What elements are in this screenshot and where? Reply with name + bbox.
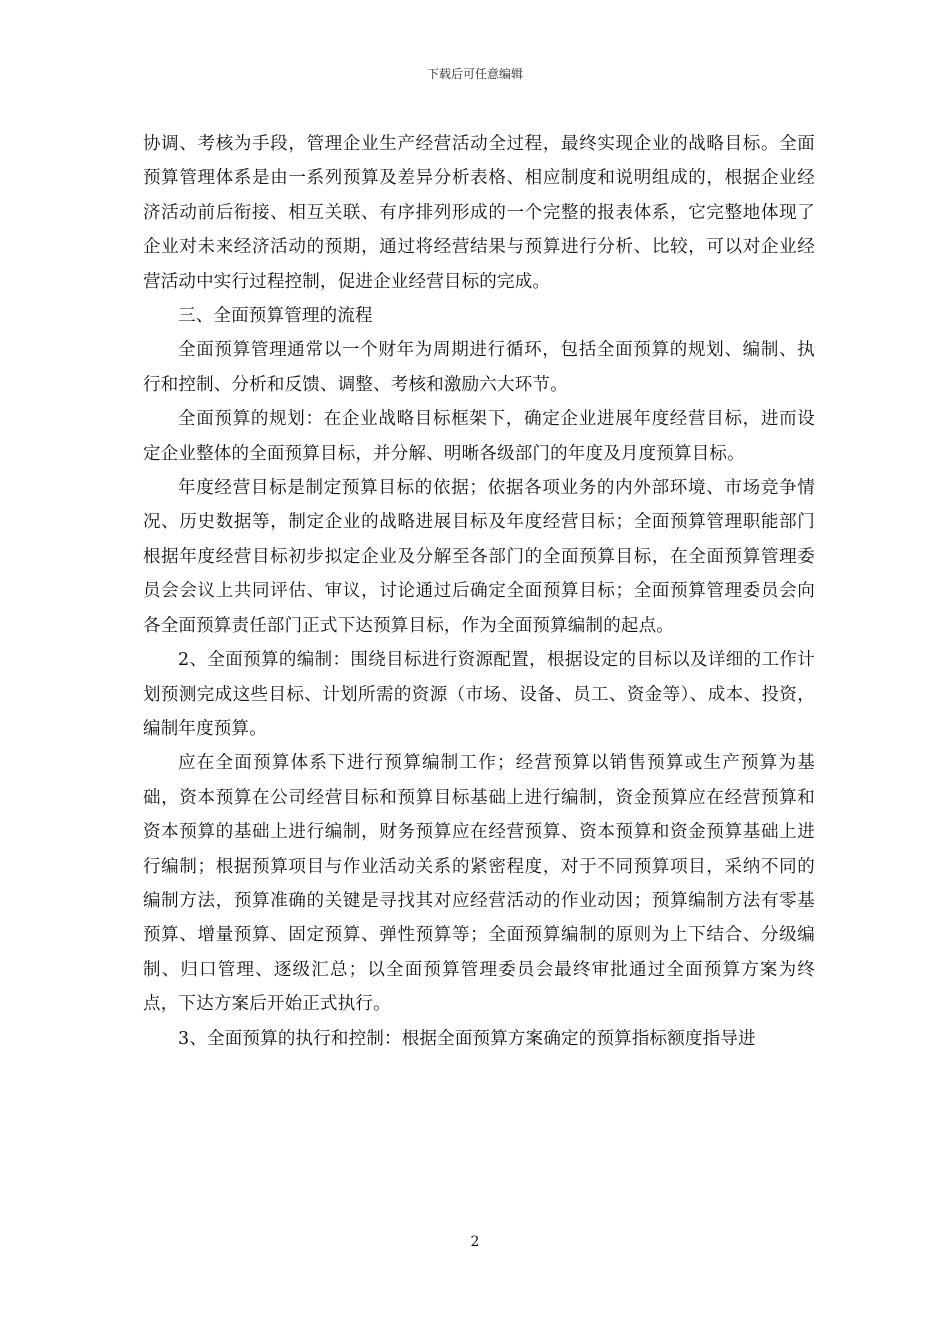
paragraph-continuation: 协调、考核为手段，管理企业生产经营活动全过程，最终实现企业的战略目标。全面预算管理体系是由一系列预算及差异分析表格、相应制度和说明组成的，根据企业经济活动前后衔接、相互关联、有序排列形成的一个完整的报表体系，它完整地体现了企业对未来经济活动的预期，通过将经营结果与预算进行分析、比较，可以对企业经营活动中实行过程控制，促进企业经营目标的完成。 xyxy=(143,134,815,292)
page-header: 下载后可任意编辑 xyxy=(426,67,523,81)
page-number: 2 xyxy=(470,1234,480,1250)
section-heading-process: 三、全面预算管理的流程 xyxy=(178,306,373,327)
paragraph-process-overview: 全面预算管理通常以一个财年为周期进行循环，包括全面预算的规划、编制、执行和控制、分析和反馈、调整、考核和激励六大环节。 xyxy=(143,340,815,395)
paragraph-budget-compilation: 2、全面预算的编制：围绕目标进行资源配置，根据设定的目标以及详细的工作计划预测完成这些目标、计划所需的资源（市场、设备、员工、资金等）、成本、投资，编制年度预算。 xyxy=(143,650,815,739)
paragraph-annual-targets: 年度经营目标是制定预算目标的依据；依据各项业务的内外部环境、市场竞争情况、历史数据等，制定企业的战略进展目标及年度经营目标；全面预算管理职能部门根据年度经营目标初步拟定企业及分解至各部门的全面预算目标，在全面预算管理委员会会议上共同评估、审议，讨论通过后确定全面预算目标；全面预算管理委员会向各全面预算责任部门正式下达预算目标，作为全面预算编制的起点。 xyxy=(143,478,815,636)
paragraph-compilation-details: 应在全面预算体系下进行预算编制工作；经营预算以销售预算或生产预算为基础，资本预算在公司经营目标和预算目标基础上进行编制，资金预算应在经营预算和资本预算的基础上进行编制，财务预算应在经营预算、资本预算和资金预算基础上进行编制；根据预算项目与作业活动关系的紧密程度，对于不同预算项目，采纳不同的编制方法，预算准确的关键是寻找其对应经营活动的作业动因；预算编制方法有零基预算、增量预算、固定预算、弹性预算等；全面预算编制的原则为上下结合、分级编制、归口管理、逐级汇总；以全面预算管理委员会最终审批通过全面预算方案为终点，下达方案后开始正式执行。 xyxy=(143,753,815,1015)
paragraph-execution-control: 3、全面预算的执行和控制：根据全面预算方案确定的预算指标额度指导进 xyxy=(178,1028,756,1049)
paragraph-budget-planning: 全面预算的规划：在企业战略目标框架下，确定企业进展年度经营目标，进而设定企业整体的全面预算目标，并分解、明晰各级部门的年度及月度预算目标。 xyxy=(143,409,815,464)
document-body xyxy=(143,127,815,1056)
